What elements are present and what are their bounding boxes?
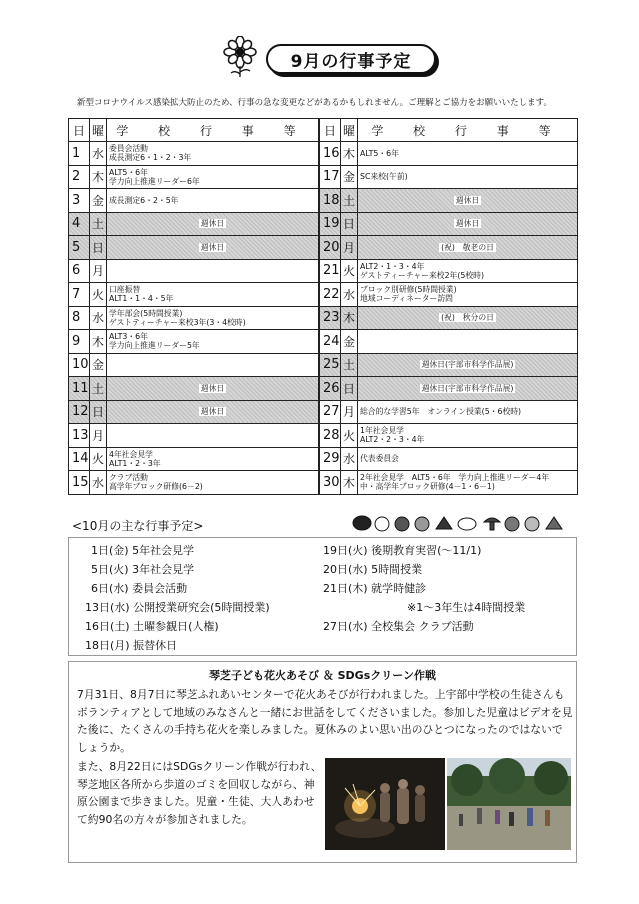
events-header: 学 校 行 事 等 [358, 119, 578, 142]
event-line: ゲストティーチャー来校3年(3・4校時) [109, 317, 246, 327]
schedule-row [69, 259, 578, 283]
event-label: 週休日 [200, 383, 225, 393]
event-line: ALT2・1・3・4年 [360, 261, 425, 271]
day-events [107, 165, 319, 189]
event-line [107, 242, 318, 253]
day-events [358, 400, 578, 424]
fireworks-photo [325, 758, 445, 850]
event-label: 週休日 [455, 219, 480, 229]
day-number: 24 [320, 330, 341, 354]
news-paragraph-1: 7月31日、8月7日に琴芝ふれあいセンターで花火あそびが行われました。上宇部中学校の生徒さんもボランティアとして地域のみなさんと一緒にお世話をしてくださいました。参加した児童はビデオを見た後に、たくさんの手持ち花火を楽しみました。夏休みのよい思い出のひとつになったのではないでしょうか。 [77, 688, 573, 754]
day-number: 27 [320, 400, 341, 424]
day-number: 19 [320, 212, 341, 236]
day-number: 14 [69, 447, 90, 471]
weekday-header: 曜 [341, 119, 358, 142]
day-number: 6 [69, 259, 90, 283]
event-line: クラブ活動 [109, 473, 148, 483]
event-line: 学力向上推進リーダー6年 [109, 176, 200, 186]
day-number: 2 [69, 165, 90, 189]
day-events [107, 377, 319, 401]
day-events [358, 283, 578, 307]
event-line [107, 218, 318, 229]
weekday: 日 [341, 377, 358, 401]
day-number: 30 [320, 471, 341, 495]
october-events-box [68, 537, 577, 656]
weekday: 月 [90, 424, 107, 448]
weekday: 金 [90, 353, 107, 377]
schedule-row [69, 424, 578, 448]
day-number: 10 [69, 353, 90, 377]
weekday: 土 [341, 189, 358, 213]
weekday: 火 [341, 259, 358, 283]
day-events [358, 353, 578, 377]
weekday: 木 [90, 330, 107, 354]
day-events [107, 424, 319, 448]
event-line: 地域コーディネーター訪問 [360, 294, 453, 304]
day-number: 1 [69, 142, 90, 166]
day-number: 25 [320, 353, 341, 377]
weekday: 木 [341, 142, 358, 166]
day-number: 5 [69, 236, 90, 260]
weekday: 火 [90, 283, 107, 307]
october-event: 27日(水) 全校集会 クラブ活動 [323, 620, 474, 633]
event-line: 高学年ブロック研修(6－2) [109, 482, 203, 492]
event-line: 成長測定6・2・5年 [109, 195, 179, 205]
day-number: 22 [320, 283, 341, 307]
october-title: <10月の主な行事予定> [72, 519, 204, 533]
weekday: 木 [341, 306, 358, 330]
weekday: 日 [341, 212, 358, 236]
event-line: ブロック別研修(5時間授業) [360, 285, 457, 295]
weekday: 水 [90, 142, 107, 166]
weekday: 木 [341, 471, 358, 495]
day-header: 日 [320, 119, 341, 142]
schedule-header-row [69, 119, 578, 142]
title-header [222, 36, 444, 78]
day-number: 8 [69, 306, 90, 330]
news-paragraph-2: また、8月22日にはSDGsクリーン作戦が行われ、琴芝地区各所から歩道のゴミを回収しながら、神原公園まで歩きました。児童・生徒、大人あわせて約90名の方々が参加されました。 [77, 760, 322, 826]
event-label: (祝) 秋分の日 [441, 313, 494, 323]
schedule-row [69, 189, 578, 213]
weekday: 土 [90, 377, 107, 401]
event-line [358, 359, 577, 370]
weekday: 月 [341, 400, 358, 424]
event-line [358, 242, 577, 253]
day-events [358, 447, 578, 471]
day-number: 17 [320, 165, 341, 189]
day-events [358, 424, 578, 448]
weekday: 火 [90, 447, 107, 471]
weekday: 木 [90, 165, 107, 189]
day-events [107, 142, 319, 166]
weekday: 水 [341, 447, 358, 471]
day-events [107, 236, 319, 260]
schedule-row [69, 400, 578, 424]
event-line: 2年社会見学 ALT5・6年 学力向上推進リーダー4年 [360, 473, 550, 483]
event-line [358, 218, 577, 229]
event-line: 代表委員会 [360, 454, 399, 464]
day-number: 28 [320, 424, 341, 448]
schedule-row [69, 283, 578, 307]
weekday: 火 [341, 424, 358, 448]
event-label: 週休日(宇部市科学作品展) [421, 360, 514, 370]
day-events [358, 377, 578, 401]
day-number: 12 [69, 400, 90, 424]
october-note: ※1～3年生は4時間授業 [407, 601, 526, 614]
schedule-row [69, 330, 578, 354]
event-line [358, 195, 577, 206]
day-number: 16 [320, 142, 341, 166]
page-title: 9月の行事予定 [266, 44, 436, 74]
weekday: 金 [90, 189, 107, 213]
event-label: 週休日(宇部市科学作品展) [421, 383, 514, 393]
october-event: 16日(土) 土曜参観日(人権) [85, 620, 219, 633]
schedule-row [69, 236, 578, 260]
october-event: 5日(火) 3年社会見学 [91, 563, 195, 576]
schedule-row [69, 471, 578, 495]
schedule-row [69, 212, 578, 236]
day-events [107, 471, 319, 495]
event-line: 中・高学年ブロック研修(4－1・6－1) [360, 482, 495, 492]
event-line: 1年社会見学 [360, 426, 404, 436]
cleanup-photo [447, 758, 571, 850]
event-line: ALT5・6年 [109, 167, 148, 177]
weekday: 金 [341, 330, 358, 354]
day-events [358, 142, 578, 166]
schedule-row [69, 353, 578, 377]
day-events [107, 330, 319, 354]
day-events [358, 330, 578, 354]
event-line: 委員会活動 [109, 144, 148, 154]
day-number: 15 [69, 471, 90, 495]
event-line: ALT3・6年 [109, 332, 148, 342]
day-events [107, 306, 319, 330]
day-events [358, 212, 578, 236]
event-line: SC来校(午前) [360, 172, 408, 182]
schedule-table [68, 118, 578, 495]
schedule-row [69, 447, 578, 471]
day-events [358, 165, 578, 189]
day-events [107, 283, 319, 307]
schedule-row [69, 377, 578, 401]
notice-text: 新型コロナウイルス感染拡大防止のため、行事の急な変更などがあるかもしれません。ご理解とご協力をお願いいたします。 [77, 98, 552, 108]
october-event: 1日(金) 5年社会見学 [91, 544, 195, 557]
day-number: 20 [320, 236, 341, 260]
event-line: 成長測定6・1・2・3年 [109, 153, 192, 163]
weekday: 水 [90, 471, 107, 495]
event-line [358, 312, 577, 323]
event-line: 口座振替 [109, 285, 141, 295]
day-events [107, 212, 319, 236]
october-event: 6日(水) 委員会活動 [91, 582, 188, 595]
day-number: 18 [320, 189, 341, 213]
weekday: 月 [90, 259, 107, 283]
event-line: ALT1・1・4・5年 [109, 294, 174, 304]
event-label: 週休日 [200, 242, 225, 252]
weekday: 日 [90, 400, 107, 424]
day-number: 3 [69, 189, 90, 213]
flower-icon [222, 36, 268, 78]
event-label: 週休日 [455, 195, 480, 205]
event-label: (祝) 敬老の日 [441, 242, 494, 252]
day-events [107, 353, 319, 377]
day-events [107, 189, 319, 213]
news-article [68, 661, 577, 863]
october-event: 13日(水) 公開授業研究会(5時間授業) [85, 601, 270, 614]
day-events [107, 259, 319, 283]
october-event: 21日(木) 就学時健診 [323, 582, 427, 595]
day-number: 7 [69, 283, 90, 307]
day-events [107, 447, 319, 471]
weekday: 水 [90, 306, 107, 330]
event-line: 4年社会見学 [109, 449, 153, 459]
day-number: 13 [69, 424, 90, 448]
day-number: 21 [320, 259, 341, 283]
day-events [358, 471, 578, 495]
day-number: 29 [320, 447, 341, 471]
news-title: 琴芝子ども花火あそび ＆ SDGsクリーン作戦 [208, 669, 437, 682]
event-line: 学年部会(5時間授業) [109, 308, 183, 318]
weekday: 月 [341, 236, 358, 260]
weekday-header: 曜 [90, 119, 107, 142]
day-number: 4 [69, 212, 90, 236]
event-line [107, 406, 318, 417]
october-event: 18日(月) 振替休日 [85, 639, 178, 652]
day-events [358, 259, 578, 283]
day-number: 9 [69, 330, 90, 354]
event-line: ALT5・6年 [360, 148, 399, 158]
event-label: 週休日 [200, 407, 225, 417]
day-events [358, 189, 578, 213]
event-line: 総合的な学習5年 オンライン授業(5・6校時) [360, 407, 522, 417]
weekday: 水 [341, 283, 358, 307]
schedule-row [69, 306, 578, 330]
event-label: 週休日 [200, 219, 225, 229]
weekday: 土 [90, 212, 107, 236]
weekday: 日 [90, 236, 107, 260]
event-line [358, 383, 577, 394]
october-event: 19日(火) 後期教育実習(～11/1) [323, 544, 482, 557]
weekday: 土 [341, 353, 358, 377]
schedule-row [69, 165, 578, 189]
fruit-decoration-icon [352, 512, 576, 532]
day-number: 26 [320, 377, 341, 401]
event-line [107, 383, 318, 394]
schedule-row [69, 142, 578, 166]
day-number: 23 [320, 306, 341, 330]
event-line: 学力向上推進リーダー5年 [109, 341, 200, 351]
weekday: 金 [341, 165, 358, 189]
day-events [358, 306, 578, 330]
event-line: ALT1・2・3年 [109, 458, 161, 468]
day-events [107, 400, 319, 424]
october-event: 20日(水) 5時間授業 [323, 563, 423, 576]
day-number: 11 [69, 377, 90, 401]
day-events [358, 236, 578, 260]
day-header: 日 [69, 119, 90, 142]
event-line: ゲストティーチャー来校2年(5校時) [360, 270, 484, 280]
events-header: 学 校 行 事 等 [107, 119, 319, 142]
event-line: ALT2・2・3・4年 [360, 435, 425, 445]
